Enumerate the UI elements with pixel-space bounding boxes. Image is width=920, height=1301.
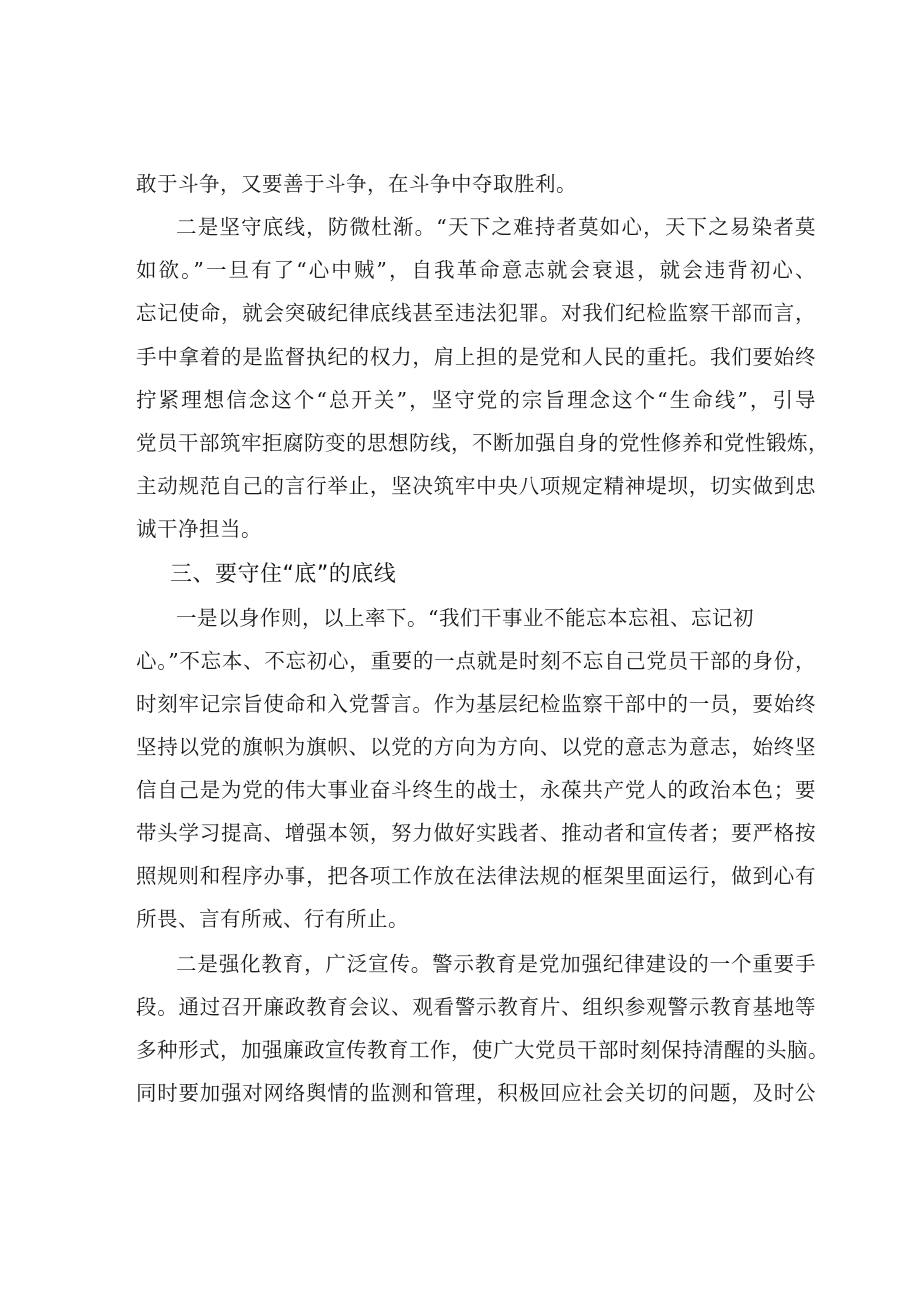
paragraph-line: 二是强化教育，广泛宣传。警示教育是党加强纪律建设的一个重要手 bbox=[176, 952, 816, 976]
paragraph-line: 主动规范自己的言行举止，坚决筑牢中央八项规定精神堤坝，切实做到忠 bbox=[136, 474, 816, 498]
paragraph-line: 带头学习提高、增强本领，努力做好实践者、推动者和宣传者；要严格按 bbox=[136, 821, 816, 845]
paragraph-line: 拧紧理想信念这个“总开关”，坚守党的宗旨理念这个“生命线”，引导 bbox=[136, 388, 816, 412]
paragraph-line: 敢于斗争，又要善于斗争，在斗争中夺取胜利。 bbox=[136, 172, 577, 196]
paragraph-line: 照规则和程序办事，把各项工作放在法律法规的框架里面运行，做到心有 bbox=[136, 864, 816, 888]
paragraph-line: 坚持以党的旗帜为旗帜、以党的方向为方向、以党的意志为意志，始终坚 bbox=[136, 735, 816, 759]
paragraph-line: 二是坚守底线，防微杜渐。“天下之难持者莫如心，天下之易染者莫 bbox=[176, 215, 816, 239]
paragraph-line: 手中拿着的是监督执纪的权力，肩上担的是党和人民的重托。我们要始终 bbox=[136, 345, 816, 369]
paragraph-line: 党员干部筑牢拒腐防变的思想防线，不断加强自身的党性修养和党性锻炼， bbox=[136, 431, 829, 455]
paragraph-line: 段。通过召开廉政教育会议、观看警示教育片、组织参观警示教育基地等 bbox=[136, 995, 816, 1019]
paragraph-line: 心。”不忘本、不忘初心，重要的一点就是时刻不忘自己党员干部的身份， bbox=[136, 649, 816, 673]
paragraph-line: 诚干净担当。 bbox=[136, 517, 262, 541]
paragraph-line: 如欲。”一旦有了“心中贼”，自我革命意志就会衰退，就会违背初心、 bbox=[136, 258, 816, 282]
paragraph-line: 多种形式，加强廉政宣传教育工作，使广大党员干部时刻保持清醒的头脑。 bbox=[136, 1038, 829, 1062]
paragraph-line: 一是以身作则，以上率下。“我们干事业不能忘本忘祖、忘记初 bbox=[176, 606, 754, 630]
paragraph-line: 信自己是为党的伟大事业奋斗终生的战士，永葆共产党人的政治本色；要 bbox=[136, 778, 816, 802]
paragraph-line: 所畏、言有所戒、行有所止。 bbox=[136, 907, 409, 931]
paragraph-line: 忘记使命，就会突破纪律底线甚至违法犯罪。对我们纪检监察干部而言， bbox=[136, 301, 816, 325]
paragraph-line: 时刻牢记宗旨使命和入党誓言。作为基层纪检监察干部中的一员，要始终 bbox=[136, 692, 816, 716]
paragraph-line: 同时要加强对网络舆情的监测和管理，积极回应社会关切的问题，及时公 bbox=[136, 1081, 816, 1105]
section-heading: 三、要守住“底”的底线 bbox=[170, 562, 397, 587]
